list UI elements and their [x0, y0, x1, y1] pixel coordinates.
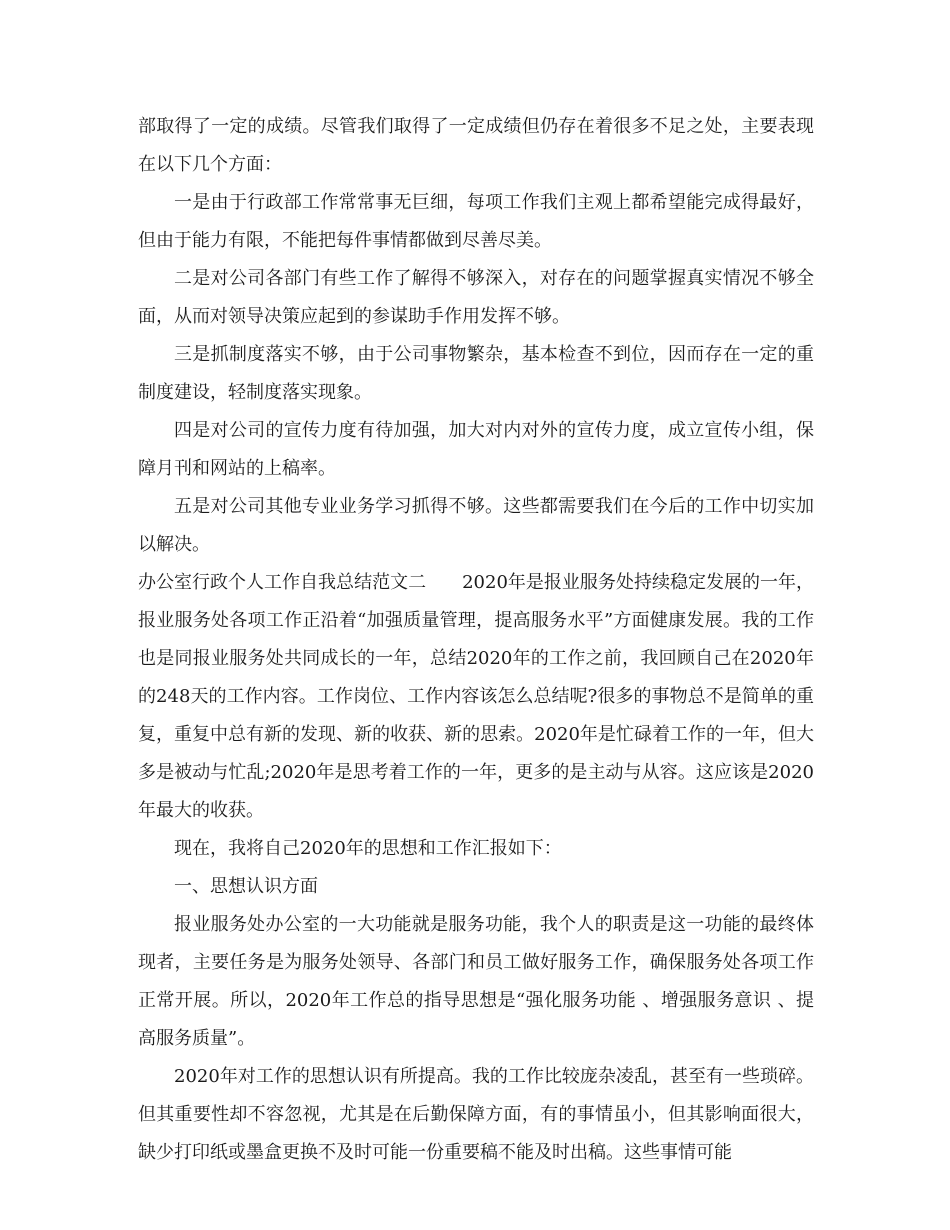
paragraph: 现在，我将自己2020年的思想和工作汇报如下： — [174, 838, 562, 859]
paragraph: 五是对公司其他专业业务学习抓得不够。这些都需要我们在今后的工作中切实加以解决。 — [138, 496, 814, 555]
paragraph: 四是对公司的宣传力度有待加强，加大对内对外的宣传力度，成立宣传小组，保障月刊和网站的上稿率。 — [138, 420, 814, 479]
paragraph: 2020年对工作的思想认识有所提高。我的工作比较庞杂凌乱，甚至有一些琐碎。但其重要性却不容忽视，尤其是在后勤保障方面，有的事情虽小，但其影响面很大，缺少打印纸或墨盒更换不及时可能一份重要稿不能及时出稿。这些事情可能 — [138, 1066, 814, 1163]
paragraph: 一是由于行政部工作常常事无巨细，每项工作我们主观上都希望能完成得最好，但由于能力有限，不能把每件事情都做到尽善尽美。 — [138, 192, 814, 251]
document-page — [138, 108, 814, 1172]
paragraph: 报业服务处办公室的一大功能就是服务功能，我个人的职责是这一功能的最终体现者，主要任务是为服务处领导、各部门和员工做好服务工作，确保服务处各项工作正常开展。所以，2020年工作总的指导思想是“强化服务功能 、增强服务意识 、提高服务质量”。 — [138, 914, 814, 1049]
paragraph: 二是对公司各部门有些工作了解得不够深入，对存在的问题掌握真实情况不够全面，从而对领导决策应起到的参谋助手作用发挥不够。 — [138, 268, 814, 327]
section-title-paragraph: 办公室行政个人工作自我总结范文二 2020年是报业服务处持续稳定发展的一年，报业服务处各项工作正沿着“加强质量管理，提高服务水平”方面健康发展。我的工作也是同报业服务处共同成长的一年，总结2020年的工作之前，我回顾自己在2020年的248天的工作内容。工作岗位、工作内容该怎么总结呢?很多的事物总不是简单的重复，重复中总有新的发现、新的收获、新的思索。2020年是忙碌着工作的一年，但大多是被动与忙乱;2020年是思考着工作的一年，更多的是主动与从容。这应该是2020年最大的收获。 — [138, 572, 814, 821]
paragraph: 部取得了一定的成绩。尽管我们取得了一定成绩但仍存在着很多不足之处，主要表现在以下几个方面： — [138, 116, 814, 175]
paragraph: 三是抓制度落实不够，由于公司事物繁杂，基本检查不到位，因而存在一定的重制度建设，轻制度落实现象。 — [138, 344, 814, 403]
section-heading: 一、思想认识方面 — [174, 876, 318, 897]
